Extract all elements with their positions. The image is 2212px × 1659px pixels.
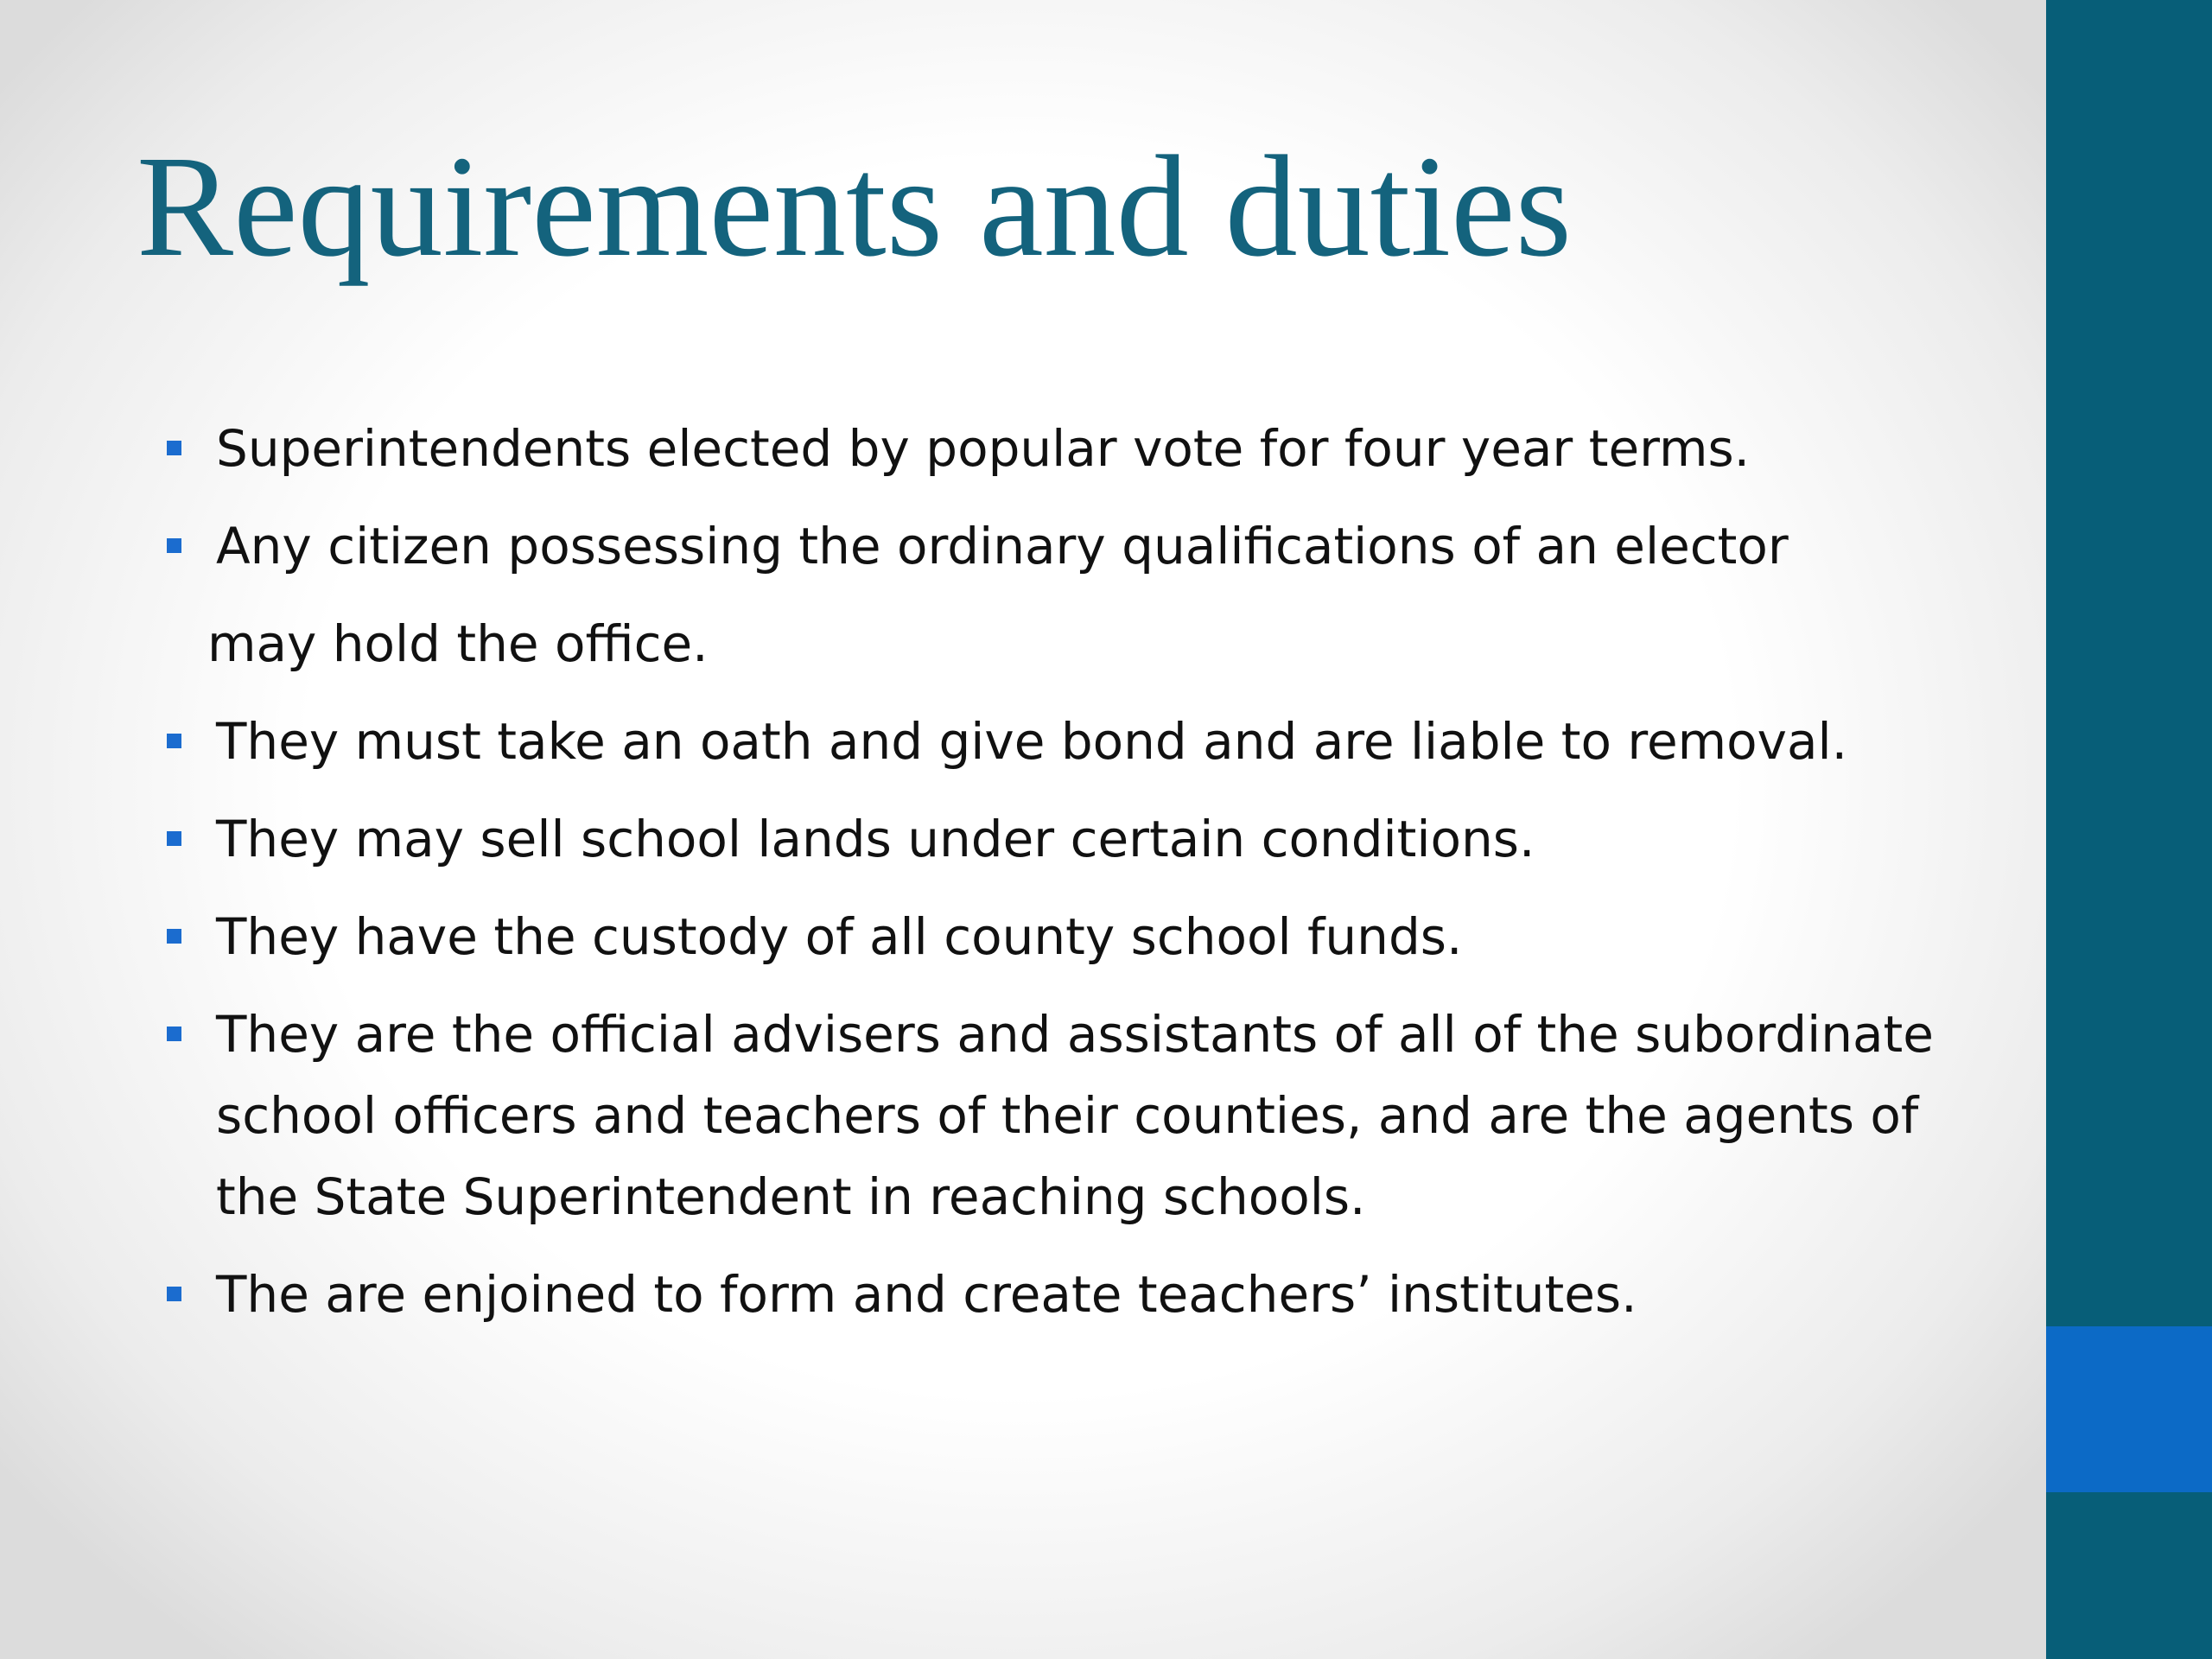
side-accent-block [2046, 1326, 2212, 1492]
bullet-text: They have the custody of all county school funds. [216, 907, 1463, 966]
square-bullet-icon [167, 929, 181, 944]
bullet-item [164, 505, 1961, 684]
slide-title: Requirements and duties [137, 126, 1572, 287]
square-bullet-icon [167, 441, 181, 455]
square-bullet-icon [167, 1287, 181, 1301]
bullet-text: Superintendents elected by popular vote for four year terms. [216, 419, 1751, 478]
bullet-text: They are the official advisers and assistants of all of the subordinate school officers and teachers of their counties, and are the agents of the State Superintendent in reaching schools. [216, 1005, 1934, 1226]
bullet-text: The are enjoined to form and create teachers’ institutes. [216, 1265, 1637, 1324]
bullet-item [164, 896, 1961, 977]
square-bullet-icon [167, 734, 181, 748]
bullet-item [164, 798, 1961, 880]
bullet-item [164, 994, 1961, 1237]
bullet-item [164, 701, 1961, 782]
bullet-text: They must take an oath and give bond and are liable to removal. [216, 712, 1848, 771]
bullet-continuation-text: may hold the office. [207, 614, 709, 673]
bullet-list [164, 408, 1961, 1351]
bullet-item [164, 408, 1961, 489]
square-bullet-icon [167, 1027, 181, 1041]
bullet-text: They may sell school lands under certain conditions. [216, 810, 1535, 868]
square-bullet-icon [167, 831, 181, 846]
bullet-text: Any citizen possessing the ordinary qualifications of an elector [216, 517, 1789, 575]
square-bullet-icon [167, 538, 181, 553]
bullet-item [164, 1254, 1961, 1335]
